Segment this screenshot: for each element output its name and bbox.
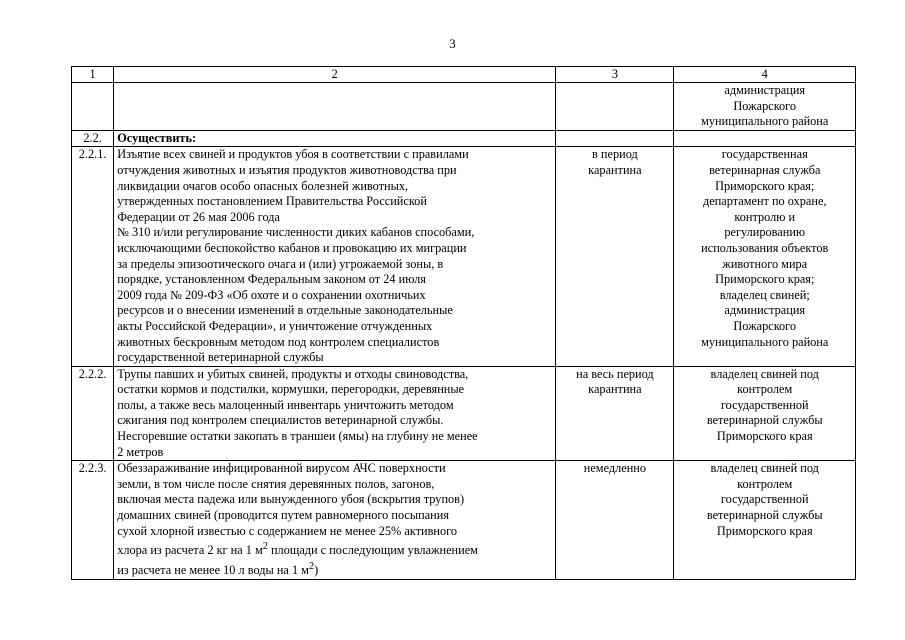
measure-responsible: государственная ветеринарная служба Приморского края; департамент по охране, контролю и регулированию использования объектов животного мира Приморского края; владелец свиней; администрация Пожарского муниципального района (674, 147, 856, 366)
table-header-row (72, 67, 856, 83)
table-row (72, 366, 856, 461)
measures-table (71, 66, 856, 580)
measure-term: в период карантина (556, 147, 674, 366)
measure-responsible: владелец свиней под контролем государственной ветеринарной службы Приморского края (674, 461, 856, 579)
measure-text: Изъятие всех свиней и продуктов убоя в соответствии с правилами отчуждения животных и изъятия продуктов животноводства при ликвидации очагов особо опасных болезней животных, утвержденных постановлением Правительства Российской Федерации от 26 мая 2006 года № 310 и/или регулирование численности диких кабанов способами, исключающими беспокойство кабанов и провокацию их миграции за пределы эпизоотического очага и (или) угрожаемой зоны, в порядке, установленном Федеральным законом от 24 июля 2009 года № 209-ФЗ «Об охоте и о сохранении охотничьих ресурсов и о внесении изменений в отдельные законодательные акты Российской Федерации», и уничтожение отчужденных животных бескровным методом под контролем специалистов государственной ветеринарной службы (114, 147, 556, 366)
measure-text: Трупы павших и убитых свиней, продукты и отходы свиноводства, остатки кормов и подстилки, кормушки, перегородки, деревянные полы, а также весь малоценный инвентарь уничтожить методом сжигания под контролем специалистов ветеринарной службы. Несгоревшие остатки закопать в траншеи (ямы) на глубину не менее 2 метров (114, 366, 556, 461)
measure-term (556, 130, 674, 147)
row-number: 2.2. (72, 130, 114, 147)
superscript: 2 (308, 560, 315, 572)
column-header: 2 (114, 67, 556, 83)
page-number: 3 (449, 36, 456, 51)
table-row (72, 130, 856, 147)
row-number: 2.2.3. (72, 461, 114, 579)
measure-text-part: площади с последующим увлажнением из расчета не менее 10 л воды на 1 м (117, 543, 478, 577)
table-row (72, 461, 856, 579)
measure-text (114, 83, 556, 131)
table-row (72, 147, 856, 366)
measure-term: немедленно (556, 461, 674, 579)
superscript: 2 (262, 541, 268, 553)
measure-responsible: владелец свиней под контролем государственной ветеринарной службы Приморского края (674, 366, 856, 461)
measure-responsible (674, 130, 856, 147)
column-header: 1 (72, 67, 114, 83)
table-row (72, 83, 856, 131)
row-number: 2.2.2. (72, 366, 114, 461)
measure-term: на весь период карантина (556, 366, 674, 461)
measure-text: Осуществить: (114, 130, 556, 147)
row-number (72, 83, 114, 131)
column-header: 3 (556, 67, 674, 83)
measure-term (556, 83, 674, 131)
column-header: 4 (674, 67, 856, 83)
measure-text-part: Обеззараживание инфицированной вирусом АЧС поверхности земли, в том числе после снятия деревянных полов, загонов, включая места падежа или вынужденного убоя (вскрытия трупов) домашних свиней (проводится путем равномерного посыпания сухой хлорной известью с содержанием не менее 25% активного хлора из расчета 2 кг на 1 м (117, 461, 465, 558)
measure-text (114, 461, 556, 579)
row-number: 2.2.1. (72, 147, 114, 366)
measure-text-part: ) (314, 563, 319, 577)
measure-responsible: администрация Пожарского муниципального района (674, 83, 856, 131)
